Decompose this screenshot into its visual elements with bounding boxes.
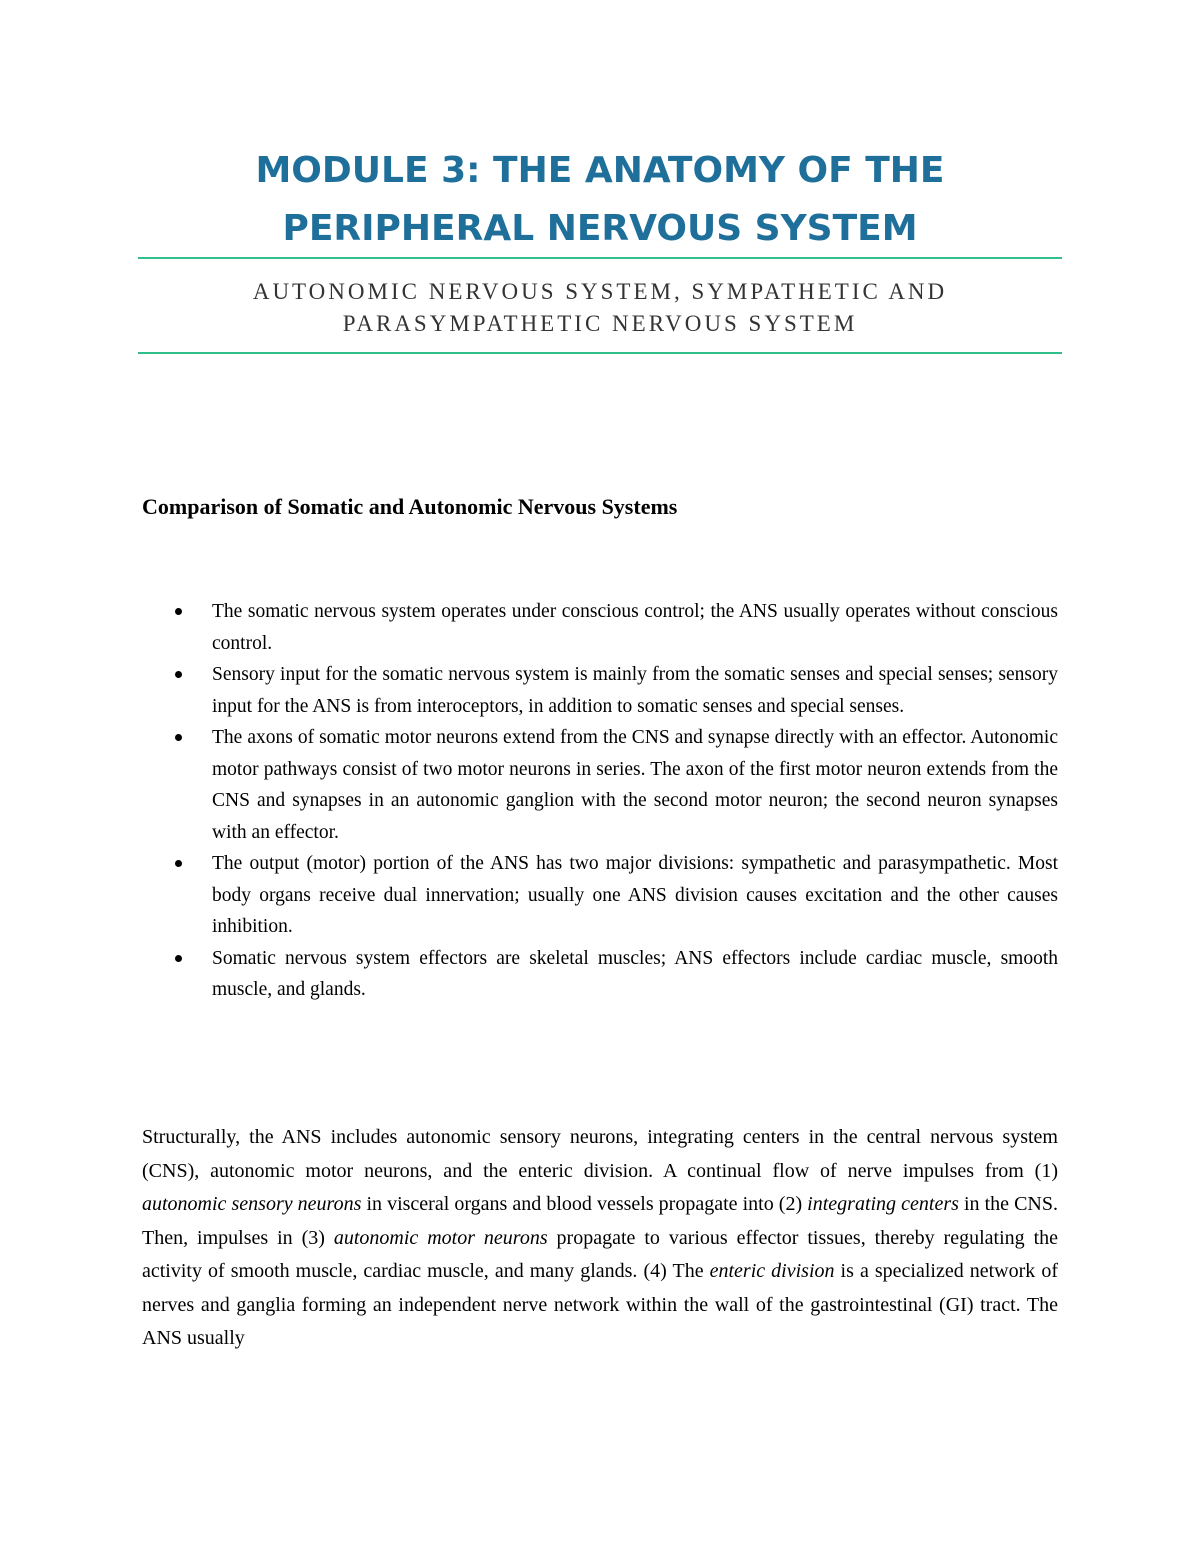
bullet-icon (175, 671, 182, 678)
list-item-text: Sensory input for the somatic nervous system is mainly from the somatic senses and special senses; sensory input for the ANS is from interoceptors, in addition to somatic senses and special senses. (212, 664, 1058, 717)
term-enteric-division: enteric division (709, 1260, 835, 1282)
module-subtitle (140, 276, 1060, 340)
subtitle-line-1: AUTONOMIC NERVOUS SYSTEM, SYMPATHETIC AND (252, 279, 948, 304)
title-line-1: MODULE 3: THE ANATOMY OF THE (255, 150, 945, 191)
list-item (212, 848, 1058, 943)
top-divider (138, 257, 1062, 259)
title-line-2: PERIPHERAL NERVOUS SYSTEM (282, 208, 918, 249)
paragraph-text-5: is a specialized network of nerves and ganglia forming an independent nerve network within the wall of the gastrointestinal (GI) tract. The ANS usually (142, 1260, 1058, 1349)
bullet-icon (175, 955, 182, 962)
bullet-icon (175, 734, 182, 741)
term-autonomic-motor-neurons: autonomic motor neurons (333, 1226, 548, 1249)
list-item (212, 596, 1058, 659)
body-paragraph (142, 1121, 1058, 1356)
bullet-icon (175, 608, 182, 615)
term-integrating-centers: integrating centers (807, 1193, 959, 1215)
term-autonomic-sensory-neurons: autonomic sensory neurons (142, 1193, 362, 1215)
module-title (140, 142, 1060, 258)
section-heading: Comparison of Somatic and Autonomic Nervous Systems (142, 494, 678, 519)
list-item (212, 722, 1058, 848)
paragraph-text-1: Structurally, the ANS includes autonomic sensory neurons, integrating centers in the central nervous system (CNS), autonomic motor neurons, and the enteric division. A continual flow of nerve impulses from (1) (142, 1126, 1058, 1182)
bottom-divider (138, 352, 1062, 354)
paragraph-text-3: in the CNS. Then, impulses in (3) (142, 1193, 1058, 1249)
paragraph-text-2: in visceral organs and blood vessels propagate into (2) (361, 1193, 808, 1215)
paragraph-text-4: propagate to various effector tissues, thereby regulating the activity of smooth muscle, cardiac muscle, and many glands. (4) The (142, 1226, 1059, 1282)
list-item-text: The axons of somatic motor neurons extend from the CNS and synapse directly with an effector. Autonomic motor pathways consist of two motor neurons in series. The axon of the first motor neuron extends from the CNS and synapses in an autonomic ganglion with the second motor neuron; the second neuron synapses with an effector. (212, 727, 1058, 843)
list-item-text: The output (motor) portion of the ANS has two major divisions: sympathetic and parasympathetic. Most body organs receive dual innervation; usually one ANS division causes excitation and the other causes inhibition. (212, 853, 1058, 937)
comparison-list (212, 596, 1058, 1006)
list-item-text: The somatic nervous system operates under conscious control; the ANS usually operates without conscious control. (212, 601, 1058, 654)
bullet-icon (175, 860, 182, 867)
list-item (212, 659, 1058, 722)
subtitle-line-2: PARASYMPATHETIC NERVOUS SYSTEM (342, 311, 858, 336)
list-item-text: Somatic nervous system effectors are skeletal muscles; ANS effectors include cardiac muscle, smooth muscle, and glands. (212, 947, 1058, 1000)
list-item (212, 943, 1058, 1006)
